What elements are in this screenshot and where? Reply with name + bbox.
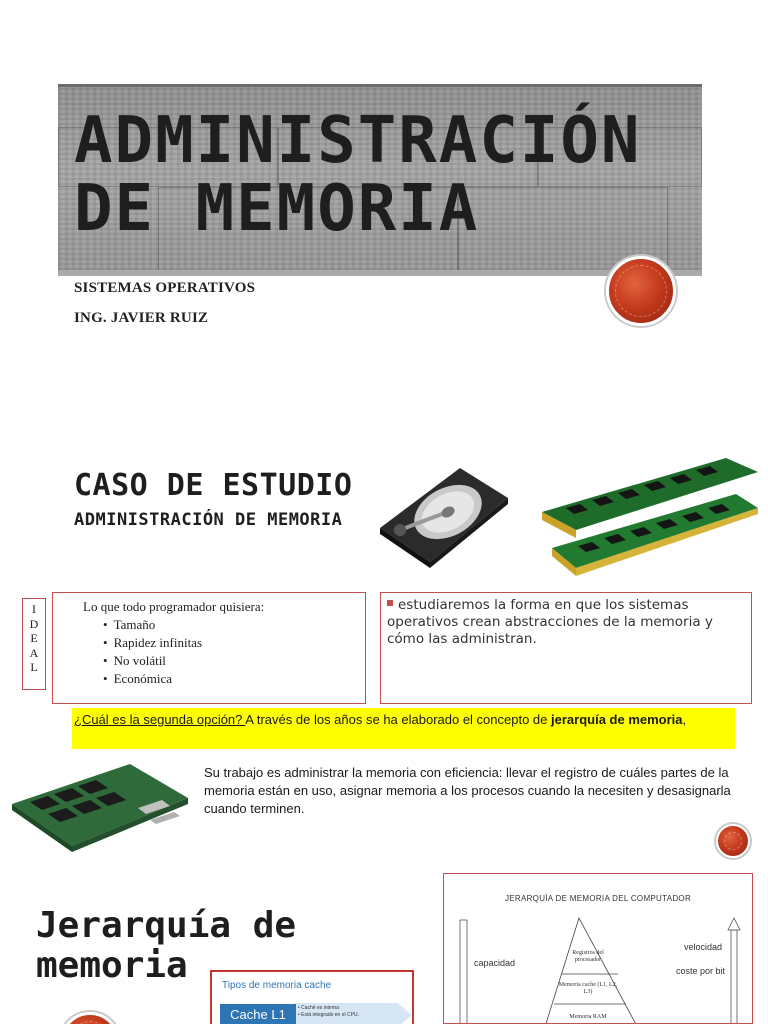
wishes-intro: Lo que todo programador quisiera: <box>83 599 265 614</box>
study-summary-box <box>380 592 752 704</box>
cache-note: • Caché es interna <box>298 1005 339 1011</box>
capacity-label: capacidad <box>474 958 516 968</box>
memory-hierarchy-diagram <box>443 873 753 1024</box>
cache-types-card <box>210 970 414 1024</box>
decorative-red-circle <box>60 1012 120 1024</box>
hard-drive-image <box>370 458 510 568</box>
bullet-square-icon <box>387 600 393 606</box>
cache-notes <box>298 1005 359 1019</box>
page-title: ADMINISTRACIÓN DE MEMORIA <box>74 104 642 246</box>
ideal-letter: D <box>29 616 39 631</box>
decorative-red-circle <box>716 824 750 858</box>
ram-modules-image <box>540 452 760 582</box>
course-subtitle: SISTEMAS OPERATIVOS <box>74 280 256 296</box>
question-text: ¿Cuál es la segunda opción? <box>74 712 246 727</box>
question-end: , <box>682 712 687 727</box>
list-item: • Rapidez infinitas <box>103 634 365 652</box>
wishes-list <box>83 616 365 688</box>
hierarchy-title-line: memoria <box>36 945 188 986</box>
title-banner <box>58 84 702 270</box>
case-study-subtitle: ADMINISTRACIÓN DE MEMORIA <box>74 510 343 530</box>
speed-label: velocidad <box>684 942 723 952</box>
decorative-red-circle <box>606 256 676 326</box>
list-item: • Tamaño <box>103 616 365 634</box>
level-ram: Memoria RAM <box>569 1014 607 1020</box>
ideal-letter: L <box>30 660 38 674</box>
hierarchy-term: jerarquía de memoria <box>551 712 683 727</box>
case-study-title: CASO DE ESTUDIO <box>74 468 353 503</box>
level-registers: Registros del procesador <box>572 950 604 963</box>
title-divider <box>58 270 702 276</box>
cache-note: • Está integrado en el CPU. <box>298 1012 359 1018</box>
cost-per-bit-label: coste por bit <box>676 966 726 976</box>
hierarchy-question-highlight <box>72 708 735 749</box>
ideal-vertical-label <box>22 598 46 690</box>
programmer-wishes-box <box>52 592 366 704</box>
level-cache: Memoria cache (L1, L2, L3) <box>558 982 618 995</box>
hierarchy-title-line: Jerarquía de <box>36 905 297 946</box>
question-rest: A través de los años se ha elaborado el concepto de <box>245 712 552 727</box>
ideal-letter: I <box>32 602 36 616</box>
list-item: • No volátil <box>103 652 365 670</box>
study-text: estudiaremos la forma en que los sistemas operativos crean abstracciones de la memoria y cómo las administran. <box>387 597 713 647</box>
memory-manager-description: Su trabajo es administrar la memoria con eficiencia: llevar el registro de cuáles partes de la memoria están en uso, asignar memoria a los procesos cuando la necesiten y desasignarla cuando terminen. <box>204 765 731 816</box>
cache-card-header: Tipos de memoria cache <box>222 980 332 991</box>
ssd-board-image <box>10 762 190 852</box>
cache-level-chip: Cache L1 <box>220 1004 296 1024</box>
list-item: • Económica <box>103 670 365 688</box>
ideal-letter: A <box>29 645 39 660</box>
ideal-letter: E <box>30 631 38 645</box>
author-subtitle: ING. JAVIER RUIZ <box>74 310 209 326</box>
hierarchy-diagram-title: JERARQUÍA DE MEMORIA DEL COMPUTADOR <box>504 894 692 903</box>
